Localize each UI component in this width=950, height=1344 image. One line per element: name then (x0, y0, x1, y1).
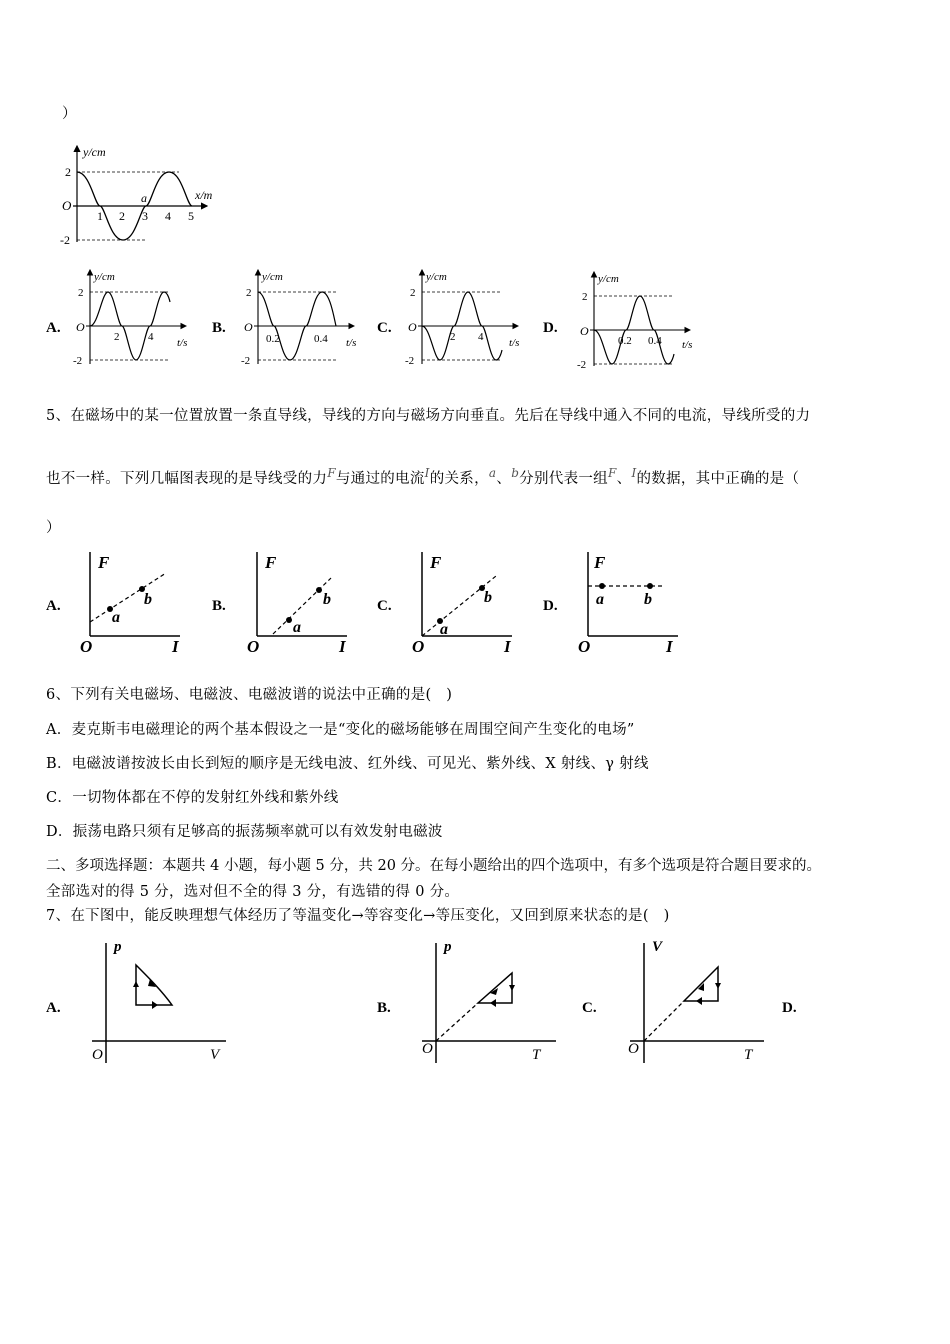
wave-xtick-4: 4 (165, 209, 171, 223)
q7a-y: p (114, 939, 122, 955)
q4-option-a-label[interactable]: A. (46, 320, 61, 336)
q4d-xtick-2: 0.4 (648, 335, 662, 347)
q4b-x-label: t/s (346, 337, 357, 349)
q6-option-d[interactable]: D．振荡电路只须有足够高的振荡频率就可以有效发射电磁波 (46, 824, 443, 840)
q7-option-b-graph[interactable] (418, 935, 558, 1070)
q4-option-c-label[interactable]: C. (377, 320, 392, 336)
q5b-o: O (247, 637, 260, 656)
wave-y-label: y/cm (83, 145, 106, 159)
q5-option-d-graph[interactable] (576, 548, 686, 658)
q5b-y: F (265, 553, 277, 572)
q4-option-d-label[interactable]: D. (543, 320, 558, 336)
q7b-o: O (422, 1041, 433, 1057)
q4-option-a-graph[interactable] (70, 268, 200, 368)
q5-sep: 、 (496, 470, 512, 487)
q4a-ytick-bottom: -2 (73, 355, 83, 367)
q4d-xtick-1: 0.2 (618, 335, 632, 347)
section2-line1: 二、多项选择题：本题共 4 小题，每小题 5 分，共 20 分。在每小题给出的四个选项中，有多个选项是符合题目要求的。 (46, 858, 822, 874)
q7c-o: O (628, 1041, 639, 1057)
q5-option-b-label[interactable]: B. (212, 598, 226, 614)
q4-tail: ） (62, 106, 77, 122)
q5a-y: F (98, 553, 110, 572)
q7b-x: T (532, 1047, 541, 1063)
q7a-x: V (210, 1047, 220, 1063)
q5-option-c-label[interactable]: C. (377, 598, 392, 614)
q5-line2-d: 分别代表一组 (519, 470, 608, 487)
q6-option-b[interactable]: B．电磁波谱按波长由长到短的顺序是无线电波、红外线、可见光、紫外线、X 射线、γ 射线 (46, 756, 649, 772)
q5-option-b-graph[interactable] (245, 548, 355, 658)
q5-line3: ） (46, 520, 61, 536)
q4d-ytick-top: 2 (582, 291, 588, 303)
q4a-origin: O (76, 320, 85, 334)
q5a-x: I (172, 637, 179, 656)
q5b-x: I (339, 637, 346, 656)
q5a-o: O (80, 637, 93, 656)
q5-line2-b: 与通过的电流 (335, 470, 425, 487)
q4a-xtick-2: 4 (148, 331, 154, 343)
q4c-xtick-1: 2 (450, 331, 456, 343)
q5-sym-b: b (511, 466, 520, 480)
q5c-x: I (504, 637, 511, 656)
q4d-y-label: y/cm (598, 273, 619, 285)
q4-option-d-graph[interactable] (574, 270, 704, 370)
q5-line2-c: 的关系， (429, 470, 489, 487)
q5-option-d-label[interactable]: D. (543, 598, 558, 614)
q7-stem: 7、在下图中，能反映理想气体经历了等温变化→等容变化→等压变化，又回到原来状态的是( ) (46, 908, 670, 924)
q4c-ytick-bottom: -2 (405, 355, 415, 367)
wave-x-label: x/m (195, 188, 213, 202)
q4a-x-label: t/s (177, 337, 188, 349)
q4a-xtick-1: 2 (114, 331, 120, 343)
q4b-y-label: y/cm (262, 271, 283, 283)
wave-xtick-5: 5 (188, 209, 194, 223)
q5-option-c-graph[interactable] (410, 548, 520, 658)
q5d-x: I (666, 637, 673, 656)
q7b-y: p (444, 939, 452, 955)
q5c-y: F (430, 553, 442, 572)
q5-option-a-graph[interactable] (78, 548, 188, 658)
q5-sym-I: I (424, 466, 430, 480)
q5-line1: 5、在磁场中的某一位置放置一条直导线，导线的方向与磁场方向垂直。先后在导线中通入不同的电流，导线所受的力 (46, 408, 811, 424)
q5a-p1: a (112, 609, 120, 626)
wave-xtick-2: 2 (119, 209, 125, 223)
q5-sym-F: F (327, 466, 336, 480)
wave-ytick-2: 2 (65, 165, 71, 179)
q5d-o: O (578, 637, 591, 656)
q4c-ytick-top: 2 (410, 287, 416, 299)
q5c-p1: a (440, 621, 448, 638)
q5d-p2: b (644, 591, 652, 608)
q4a-ytick-top: 2 (78, 287, 84, 299)
q7-option-c-label[interactable]: C. (582, 1000, 597, 1016)
q4b-ytick-bottom: -2 (241, 355, 251, 367)
q7-option-c-graph[interactable] (626, 935, 766, 1070)
q4b-xtick-1: 0.2 (266, 333, 280, 345)
q5-sym-a: a (488, 466, 497, 480)
q5-line2-a: 也不一样。下列几幅图表现的是导线受的力 (46, 470, 328, 487)
q4b-xtick-2: 0.4 (314, 333, 328, 345)
q7c-y: V (652, 939, 663, 955)
q4-option-b-graph[interactable] (238, 268, 368, 368)
q5c-o: O (412, 637, 425, 656)
q5c-p2: b (484, 589, 492, 606)
q4c-xtick-2: 4 (478, 331, 484, 343)
q7-option-a-graph[interactable] (88, 935, 228, 1070)
q4a-y-label: y/cm (94, 271, 115, 283)
q5-sym-F2: F (607, 466, 617, 480)
q5-sep2: 、 (616, 470, 632, 487)
q5-line2-e: 的数据，其中正确的是（ (636, 470, 800, 487)
q4c-x-label: t/s (509, 337, 520, 349)
q4b-ytick-top: 2 (246, 287, 252, 299)
q7-option-b-label[interactable]: B. (377, 1000, 391, 1016)
q5-line2 (46, 466, 799, 488)
q4d-origin: O (580, 324, 589, 338)
q4d-ytick-bottom: -2 (577, 359, 587, 371)
q5b-p2: b (323, 591, 331, 608)
q5-sym-I2: I (631, 466, 637, 480)
q4b-origin: O (244, 320, 253, 334)
q5-option-a-label[interactable]: A. (46, 598, 61, 614)
q5d-y: F (594, 553, 606, 572)
q4-option-b-label[interactable]: B. (212, 320, 226, 336)
q4c-origin: O (408, 320, 417, 334)
q5b-p1: a (293, 619, 301, 636)
q4c-y-label: y/cm (426, 271, 447, 283)
q7a-o: O (92, 1047, 103, 1063)
q5a-p2: b (144, 591, 152, 608)
q4-option-c-graph[interactable] (402, 268, 532, 368)
q4d-x-label: t/s (682, 339, 693, 351)
wave-xtick-3: 3 (142, 209, 148, 223)
section2-line2: 全部选对的得 5 分，选对但不全的得 3 分，有选错的得 0 分。 (46, 884, 460, 900)
q5d-p1: a (596, 591, 604, 608)
q7-option-d-label[interactable]: D. (782, 1000, 797, 1016)
q7c-x: T (744, 1047, 753, 1063)
wave-graph (55, 142, 225, 252)
q6-option-a[interactable]: A．麦克斯韦电磁理论的两个基本假设之一是“变化的磁场能够在周围空间产生变化的电场” (46, 722, 635, 738)
q7-option-a-label[interactable]: A. (46, 1000, 61, 1016)
q6-option-c[interactable]: C．一切物体都在不停的发射红外线和紫外线 (46, 790, 339, 806)
wave-ytick-neg2: -2 (60, 233, 70, 247)
wave-point-a: a (141, 191, 147, 205)
wave-xtick-1: 1 (97, 209, 103, 223)
q6-stem: 6、下列有关电磁场、电磁波、电磁波谱的说法中正确的是( ) (46, 687, 453, 703)
wave-origin: O (62, 198, 72, 213)
